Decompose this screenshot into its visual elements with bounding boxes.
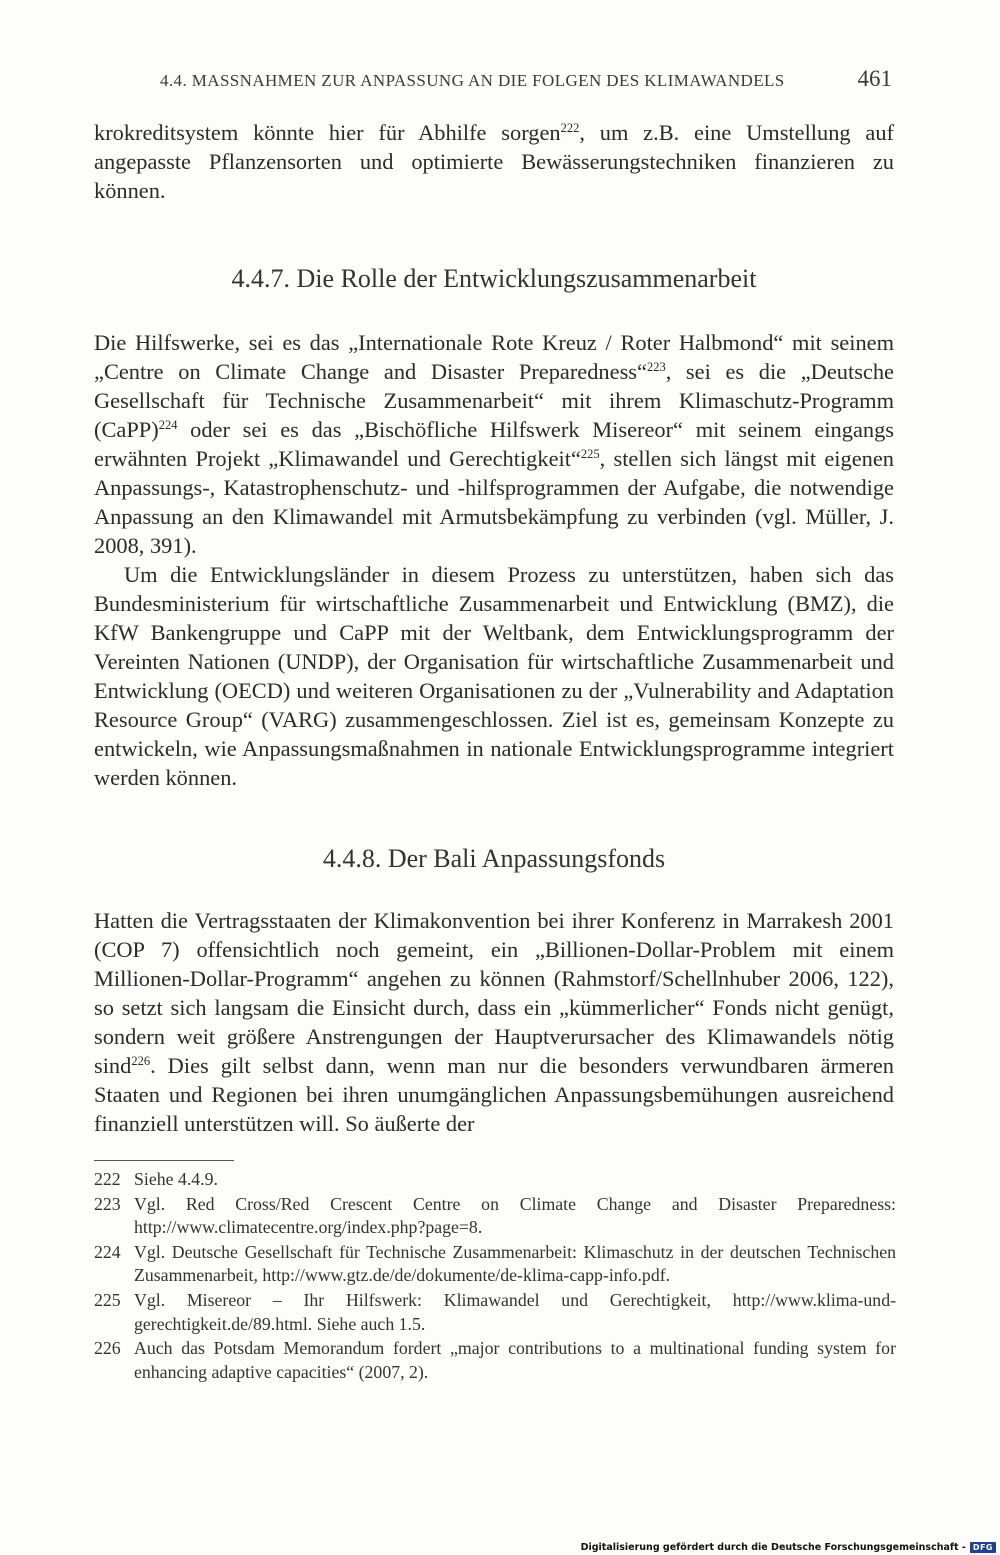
section-448-body [94, 906, 894, 1138]
section-heading-448: 4.4.8. Der Bali Anpassungsfonds [322, 844, 666, 873]
digitization-banner [580, 1540, 1000, 1555]
footnote [94, 1241, 896, 1288]
paragraph: Die Hilfswerke, sei es das „Internationale Rote Kreuz / Roter Halbmond“ mit seinem „Centre on Climate Change and Disaster Preparedness“$^{223}$, sei es die „Deutsche Gesellschaft für Technische Zusammenarbeit“ mit ihrem Klimaschutz-Programm (CaPP)$^{224}$ oder sei es das „Bischöfliche Hilfswerk Misereor“ mit seinem eingangs erwähnten Projekt „Klimawandel und Gerechtigkeit“$^{225}$, stellen sich längst mit eigenen Anpassungs-, Katastrophenschutz- und -hilfsprogrammen der Aufgabe, die notwendige Anpassung an den Klimawandel mit Armutsbekämpfung zu verbinden (vgl. Müller, J. 2008, 391). [94, 330, 894, 558]
footnote [94, 1168, 896, 1192]
page-number: 461 [857, 66, 892, 91]
footnote-number: 226 [94, 1338, 121, 1359]
footnote-text: Vgl. Red Cross/Red Crescent Centre on Climate Change and Disaster Preparedness: http://www.climatecentre.org/index.php?page=8. [134, 1193, 896, 1238]
footnote-text: Vgl. Misereor – Ihr Hilfswerk: Klimawandel und Gerechtigkeit, http://www.klima-und-gerechtigkeit.de/89.html. Siehe auch 1.5. [134, 1289, 896, 1334]
dfg-logo-icon: DFG [970, 1542, 996, 1553]
section-heading-447: 4.4.7. Die Rolle der Entwicklungszusammenarbeit [231, 264, 757, 293]
footnote-text: Auch das Potsdam Memorandum fordert „major contributions to a multinational funding system for enhancing adaptive capacities“ (2007, 2). [134, 1338, 896, 1382]
footnote-ref: 224 [158, 418, 178, 432]
footnote-number: 225 [94, 1289, 121, 1310]
footnote-ref: 223 [646, 360, 666, 374]
footnote-number: 222 [94, 1169, 121, 1189]
section-447-body [94, 328, 894, 792]
footnotes [94, 1168, 896, 1385]
footnote [94, 1193, 896, 1240]
running-head [160, 66, 892, 92]
footnote-ref: 225 [580, 447, 600, 461]
footnote-ref: 222 [560, 121, 580, 135]
running-head-title: 4.4. MASSNAHMEN ZUR ANPASSUNG AN DIE FOLGEN DES KLIMAWANDELS [160, 71, 785, 90]
footnote [94, 1337, 896, 1384]
banner-text: Digitalisierung gefördert durch die Deutsche Forschungsgemeinschaft - [580, 1542, 966, 1553]
paragraph: Um die Entwicklungsländer in diesem Prozess zu unterstützen, haben sich das Bundesministerium für wirtschaftliche Zusammenarbeit und Entwicklung (BMZ), die KfW Bankengruppe und CaPP mit der Weltbank, dem Entwicklungsprogramm der Vereinten Nationen (UNDP), der Organisation für wirtschaftliche Zusammenarbeit und Entwicklung (OECD) und weiteren Organisationen zu der „Vulnerability and Adaptation Resource Group“ (VARG) zusammengeschlossen. Ziel ist es, gemeinsam Konzepte zu entwickeln, wie Anpassungsmaßnahmen in nationale Entwicklungsprogramme integriert werden können. [94, 562, 894, 790]
intro-paragraph: krokreditsystem könnte hier für Abhilfe sorgen$^{222}$, um z.B. eine Umstellung auf angepasste Pflanzensorten und optimierte Bewässerungstechniken finanzieren zu können. [94, 120, 894, 203]
paragraph: Hatten die Vertragsstaaten der Klimakonvention bei ihrer Konferenz in Marrakesh 2001 (COP 7) offensichtlich noch gemeint, ein „Billionen-Dollar-Problem mit einem Millionen-Dollar-Programm“ angehen zu können (Rahmstorf/Schellnhuber 2006, 122), so setzt sich langsam die Einsicht durch, dass ein „kümmerlicher“ Fonds nicht genügt, sondern weit größere Anstrengungen der Hauptverursacher des Klimawandels nötig sind$^{226}$. Dies gilt selbst dann, wenn man nur die besonders verwundbaren ärmeren Staaten und Regionen bei ihren unumgänglichen Anpassungsbemühungen ausreichend finanziell unterstützen will. So äußerte der [94, 908, 894, 1136]
footnote-divider [94, 1160, 234, 1161]
footnote-ref: 226 [131, 1054, 151, 1068]
footnote [94, 1289, 896, 1336]
footnote-number: 223 [94, 1193, 121, 1214]
footnote-text: Vgl. Deutsche Gesellschaft für Technische Zusammenarbeit: Klimaschutz in der deutschen Technischen Zusammenarbeit, http://www.gtz.de/de/dokumente/de-klima-capp-info.pdf. [134, 1241, 896, 1286]
footnote-number: 224 [94, 1241, 121, 1262]
footnote-text: Siehe 4.4.9. [134, 1169, 218, 1189]
